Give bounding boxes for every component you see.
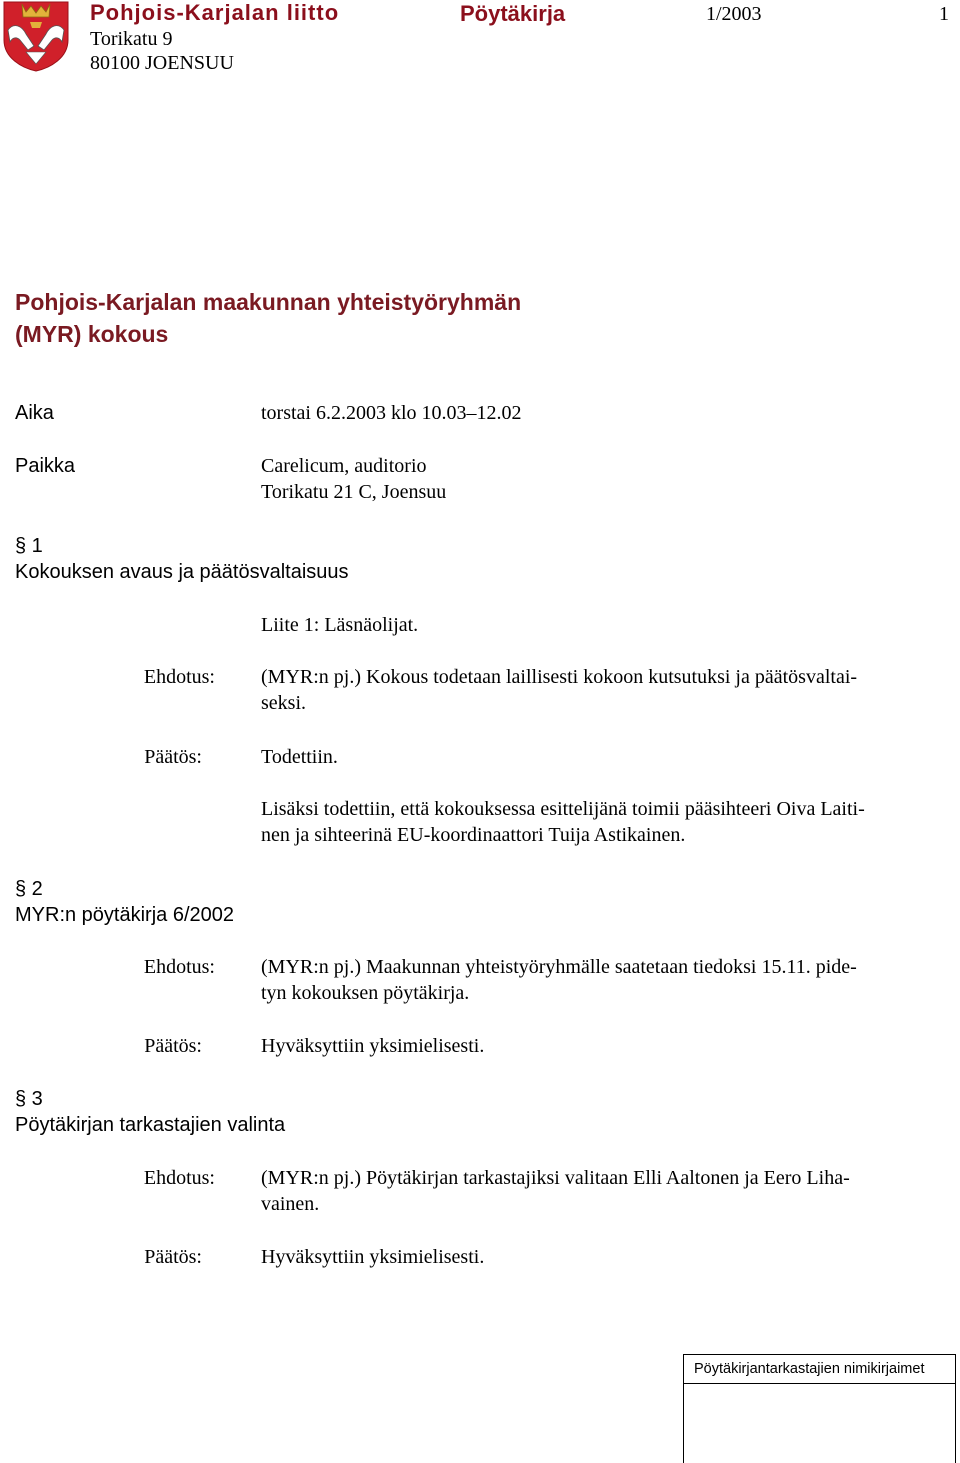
additional-note-line1: Lisäksi todettiin, että kokouksessa esittelijänä toimii pääsihteeri Oiva Laiti-: [261, 798, 865, 820]
section-title: MYR:n pöytäkirja 6/2002: [15, 904, 235, 926]
proposal-text-line2: tyn kokouksen pöytäkirja.: [261, 982, 470, 1004]
section-title: Pöytäkirjan tarkastajien valinta: [15, 1114, 286, 1136]
proposal-label: Ehdotus:: [143, 666, 215, 688]
coat-of-arms-icon: [0, 0, 72, 72]
place-value-line2: Torikatu 21 C, Joensuu: [261, 481, 447, 503]
page-number: 1: [939, 3, 949, 25]
additional-note-line2: nen ja sihteerinä EU-koordinaattori Tuija Astikainen.: [261, 824, 686, 846]
page-title-line2: (MYR) kokous: [15, 321, 169, 347]
proposal-text-line1: (MYR:n pj.) Pöytäkirjan tarkastajiksi valitaan Elli Aaltonen ja Eero Liha-: [261, 1167, 850, 1189]
time-value: torstai 6.2.2003 klo 10.03–12.02: [261, 402, 522, 424]
proposal-label: Ehdotus:: [143, 1167, 215, 1189]
signature-box-label: Pöytäkirjantarkastajien nimikirjaimet: [684, 1355, 955, 1384]
address-street: Torikatu 9: [90, 28, 173, 50]
proposal-text-line1: (MYR:n pj.) Maakunnan yhteistyöryhmälle saatetaan tiedoksi 15.11. pide-: [261, 956, 857, 978]
page-title-line1: Pohjois-Karjalan maakunnan yhteistyöryhmän: [15, 289, 522, 315]
time-label: Aika: [15, 402, 54, 424]
proposal-text-line2: seksi.: [261, 692, 306, 714]
decision-label: Päätös:: [144, 746, 202, 768]
organization-name: Pohjois-Karjalan liitto: [90, 0, 340, 25]
place-label: Paikka: [15, 455, 76, 477]
document-number: 1/2003: [706, 3, 762, 25]
proposal-text-line1: (MYR:n pj.) Kokous todetaan laillisesti kokoon kutsutuksi ja päätösvaltai-: [261, 666, 858, 688]
section-number: § 2: [15, 878, 43, 900]
place-value-line1: Carelicum, auditorio: [261, 455, 427, 477]
section-number: § 3: [15, 1088, 43, 1110]
address-postal: 80100 JOENSUU: [90, 52, 234, 74]
logo: [0, 0, 72, 72]
signature-box: [683, 1354, 956, 1463]
decision-text: Todettiin.: [261, 746, 338, 768]
proposal-label: Ehdotus:: [143, 956, 215, 978]
document-type: Pöytäkirja: [460, 1, 566, 26]
proposal-text-line2: vainen.: [261, 1193, 320, 1215]
section-number: § 1: [15, 535, 43, 557]
attachment-note: Liite 1: Läsnäolijat.: [261, 614, 419, 636]
decision-label: Päätös:: [144, 1246, 202, 1268]
decision-text: Hyväksyttiin yksimielisesti.: [261, 1035, 485, 1057]
decision-text: Hyväksyttiin yksimielisesti.: [261, 1246, 485, 1268]
decision-label: Päätös:: [144, 1035, 202, 1057]
section-title: Kokouksen avaus ja päätösvaltaisuus: [15, 561, 349, 583]
